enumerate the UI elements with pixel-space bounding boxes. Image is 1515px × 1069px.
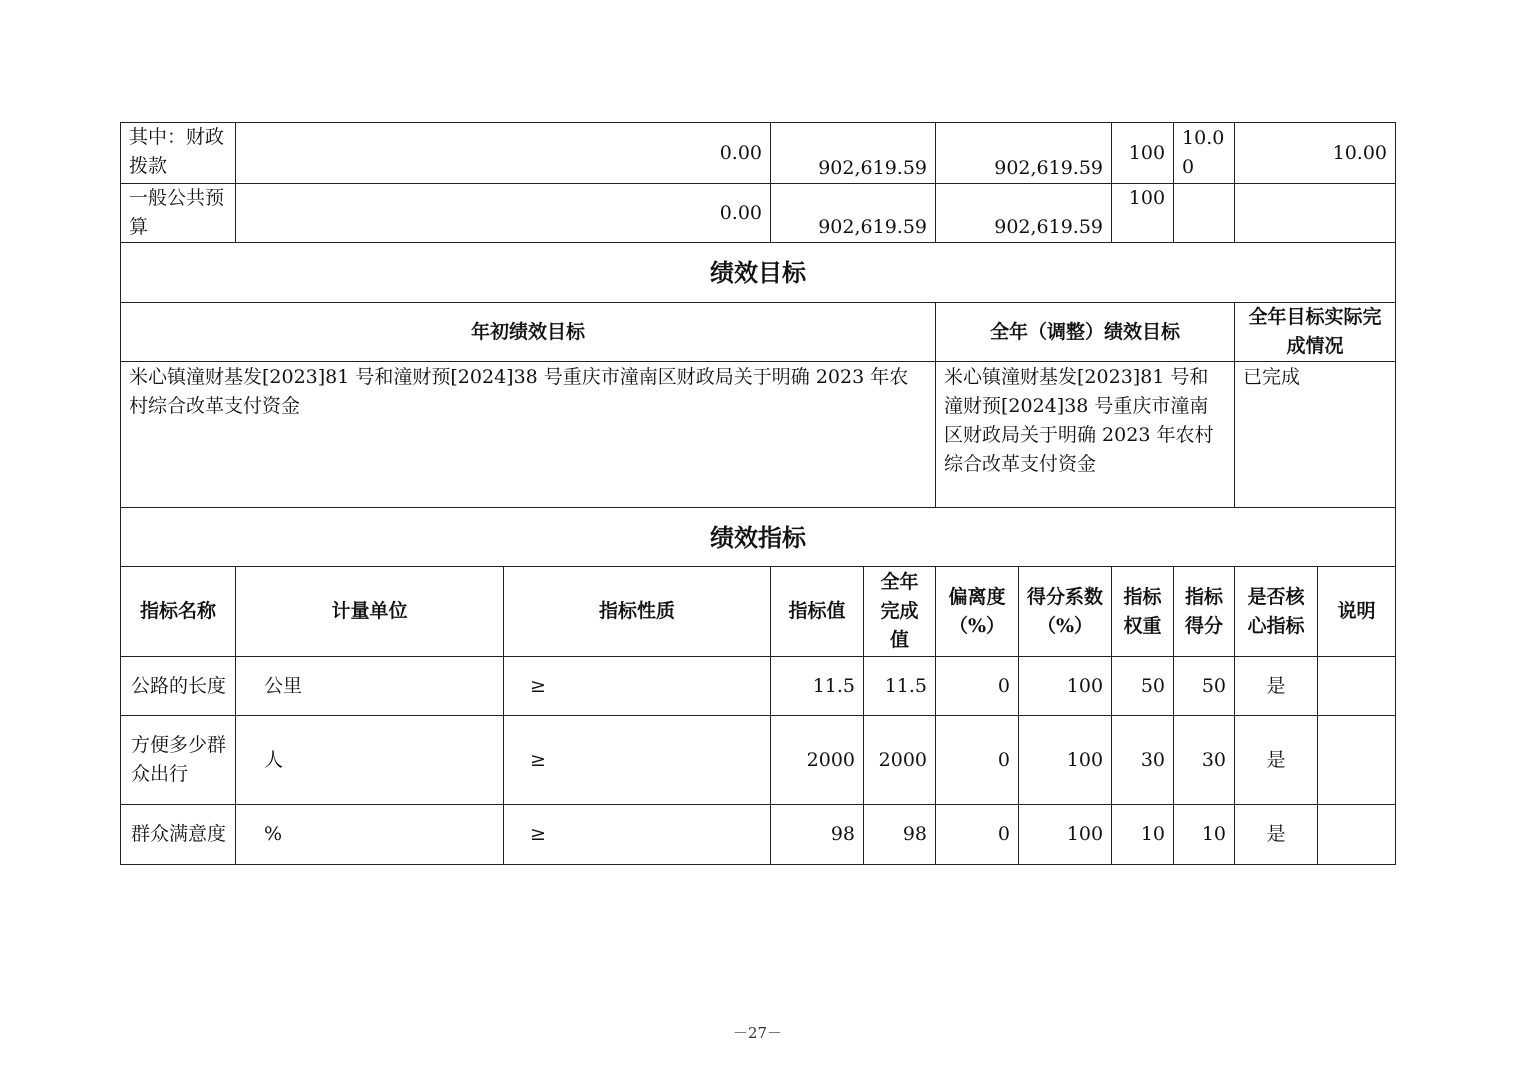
- funding-value: 0.00: [236, 123, 771, 184]
- indicator-coef: 100: [1019, 805, 1112, 865]
- indicator-weight: 30: [1112, 716, 1174, 805]
- goals-section-title: 绩效目标: [121, 243, 1396, 303]
- funding-row: [121, 184, 1396, 243]
- indicator-unit: 人: [236, 716, 504, 805]
- header-indicator-name: 指标名称: [121, 567, 236, 657]
- actual-completion-text: 已完成: [1235, 362, 1396, 508]
- indicator-deviation: 0: [936, 716, 1019, 805]
- header-nature: 指标性质: [504, 567, 771, 657]
- indicator-note: [1318, 805, 1396, 865]
- header-unit: 计量单位: [236, 567, 504, 657]
- funding-row: [121, 123, 1396, 184]
- indicator-unit: %: [236, 805, 504, 865]
- indicators-section-row: [121, 508, 1396, 567]
- indicator-value: 11.5: [771, 657, 864, 716]
- indicator-actual: 98: [864, 805, 936, 865]
- indicator-value: 2000: [771, 716, 864, 805]
- funding-value: 100: [1112, 123, 1174, 184]
- funding-label: 一般公共预算: [121, 184, 236, 243]
- initial-goal-text: 米心镇潼财基发[2023]81 号和潼财预[2024]38 号重庆市潼南区财政局关于明确 2023 年农村综合改革支付资金: [121, 362, 936, 508]
- indicator-nature: ≥: [504, 716, 771, 805]
- indicator-deviation: 0: [936, 657, 1019, 716]
- page-number: －27－: [732, 1024, 783, 1042]
- header-deviation: 偏离度（%）: [936, 567, 1019, 657]
- indicator-name: 群众满意度: [121, 805, 236, 865]
- funding-value: 902,619.59: [771, 123, 936, 184]
- indicators-section-title: 绩效指标: [121, 508, 1396, 567]
- funding-value: [1235, 184, 1396, 243]
- header-note: 说明: [1318, 567, 1396, 657]
- funding-value: 0.00: [236, 184, 771, 243]
- indicator-core: 是: [1235, 805, 1318, 865]
- funding-value: 902,619.59: [771, 184, 936, 243]
- adjusted-goal-text: 米心镇潼财基发[2023]81 号和潼财预[2024]38 号重庆市潼南区财政局关于明确 2023 年农村综合改革支付资金: [936, 362, 1235, 508]
- indicator-core: 是: [1235, 716, 1318, 805]
- indicator-weight: 50: [1112, 657, 1174, 716]
- indicator-weight: 10: [1112, 805, 1174, 865]
- indicator-coef: 100: [1019, 657, 1112, 716]
- header-actual-value: 全年完成值: [864, 567, 936, 657]
- goals-content-row: [121, 362, 1396, 508]
- table-row: [121, 716, 1396, 805]
- indicator-unit: 公里: [236, 657, 504, 716]
- funding-value: 902,619.59: [936, 123, 1112, 184]
- table-row: [121, 657, 1396, 716]
- header-initial-goal: 年初绩效目标: [121, 303, 936, 362]
- header-core: 是否核心指标: [1235, 567, 1318, 657]
- indicators-header-row: [121, 567, 1396, 657]
- table-row: [121, 805, 1396, 865]
- indicator-core: 是: [1235, 657, 1318, 716]
- funding-label: 其中：财政拨款: [121, 123, 236, 184]
- header-score: 指标得分: [1174, 567, 1235, 657]
- header-weight: 指标权重: [1112, 567, 1174, 657]
- indicator-score: 30: [1174, 716, 1235, 805]
- funding-value: 10.00: [1174, 123, 1235, 184]
- indicator-deviation: 0: [936, 805, 1019, 865]
- performance-table: [120, 122, 1396, 865]
- indicator-score: 10: [1174, 805, 1235, 865]
- indicator-name: 公路的长度: [121, 657, 236, 716]
- indicator-value: 98: [771, 805, 864, 865]
- indicator-actual: 11.5: [864, 657, 936, 716]
- header-adjusted-goal: 全年（调整）绩效目标: [936, 303, 1235, 362]
- funding-value: 100: [1112, 184, 1174, 243]
- indicator-nature: ≥: [504, 805, 771, 865]
- funding-value: 902,619.59: [936, 184, 1112, 243]
- header-value: 指标值: [771, 567, 864, 657]
- indicator-score: 50: [1174, 657, 1235, 716]
- indicator-note: [1318, 716, 1396, 805]
- goals-section-row: [121, 243, 1396, 303]
- funding-value: 10.00: [1235, 123, 1396, 184]
- header-actual-completion: 全年目标实际完成情况: [1235, 303, 1396, 362]
- header-score-coef: 得分系数（%）: [1019, 567, 1112, 657]
- indicator-note: [1318, 657, 1396, 716]
- indicator-name: 方便多少群众出行: [121, 716, 236, 805]
- indicator-nature: ≥: [504, 657, 771, 716]
- indicator-coef: 100: [1019, 716, 1112, 805]
- funding-value: [1174, 184, 1235, 243]
- goals-header-row: [121, 303, 1396, 362]
- indicator-actual: 2000: [864, 716, 936, 805]
